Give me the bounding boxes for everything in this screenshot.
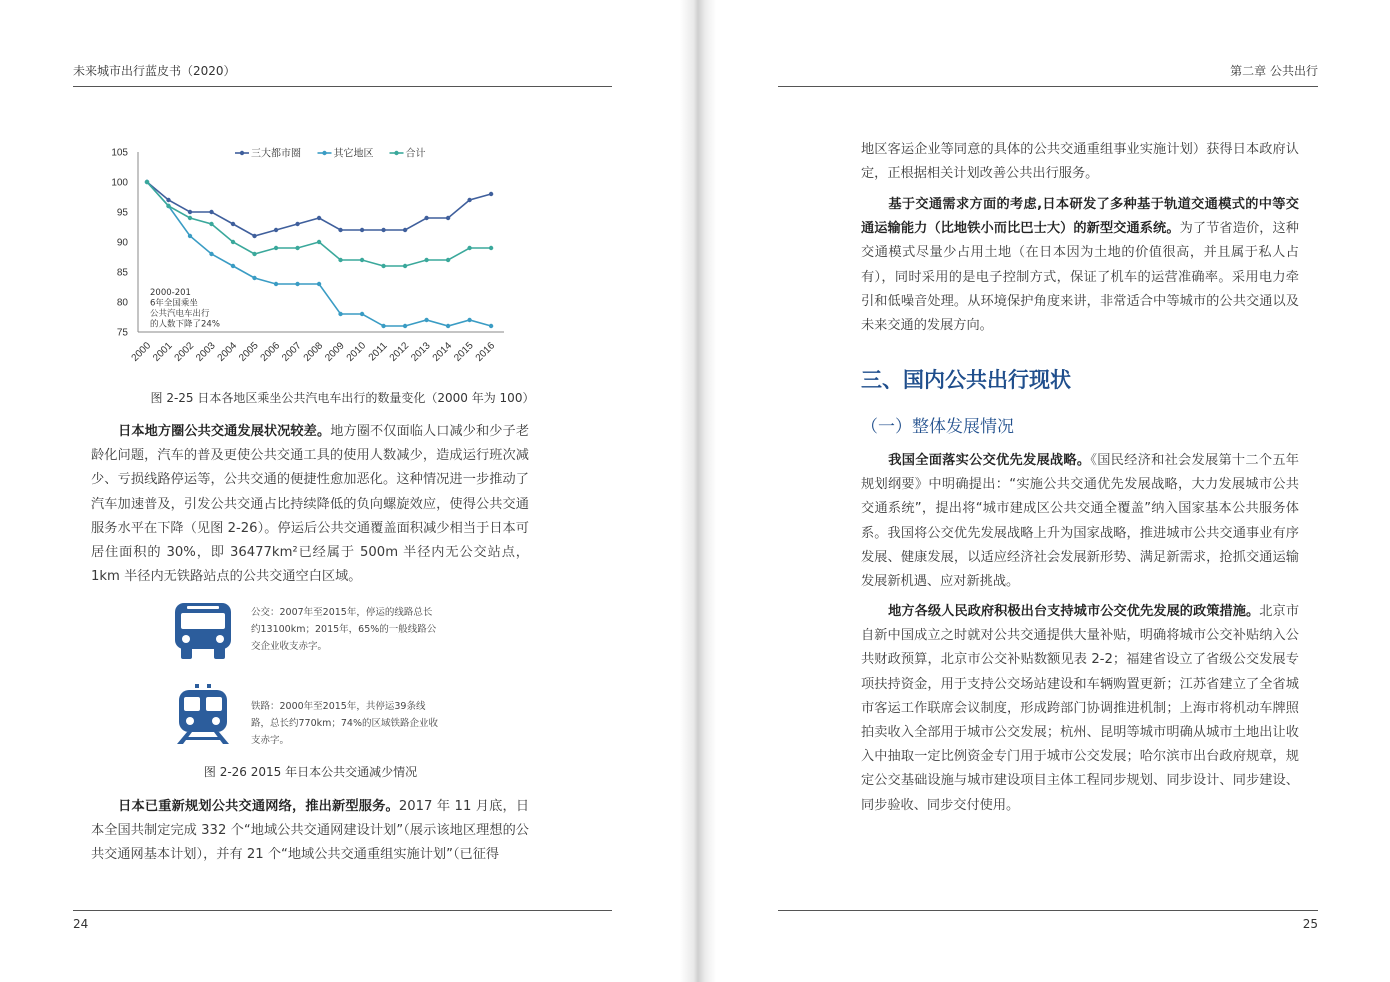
data-point	[424, 258, 428, 262]
paragraph-lead: 日本已重新规划公共交通网络，推出新型服务。	[118, 799, 399, 814]
data-point	[252, 276, 256, 280]
data-point	[403, 264, 407, 268]
data-point	[252, 234, 256, 238]
data-point	[489, 246, 493, 250]
legend-label: 三大都市圈	[251, 148, 301, 160]
data-point	[188, 234, 192, 238]
legend-marker	[240, 151, 244, 155]
data-point	[231, 222, 235, 226]
data-point	[424, 318, 428, 322]
paragraph-body: 地方圈不仅面临人口减少和少子老龄化问题，汽车的普及更使公共交通工具的使用人数减少，造成运行班次减少、亏损线路停运等，公共交通的便捷性愈加恶化。这种情况进一步推动了汽车加速普及，引发公共交通占比持续降低的负向螺旋效应，使得公共交通服务水平在下降（见图 2-26）。停运后公共交通覆盖面积减少相当于日本可居住面积的 30%，即 36477km²已经属于 500m 半径内无公交站点，1km 半径内无铁路站点的公共交通空白区域。	[91, 424, 530, 585]
line-chart	[100, 140, 520, 380]
left-page-number: 24	[73, 917, 89, 931]
y-tick-label: 85	[116, 267, 128, 279]
data-point	[360, 258, 364, 262]
data-point	[381, 324, 385, 328]
x-tick-label: 2002	[172, 340, 197, 364]
rail-reduction-text: 铁路：2000年至2015年，共停运39条线路，总长约770km；74%的区域铁路企业收支赤字。	[251, 701, 439, 746]
bus-reduction-text: 公交：2007年至2015年，停运的线路总长约13100km；2015年，65%的一般线路公交企业收支赤字。	[251, 607, 437, 652]
data-point	[446, 258, 450, 262]
data-point	[381, 228, 385, 232]
data-point	[338, 228, 342, 232]
legend-marker	[394, 151, 398, 155]
data-point	[274, 246, 278, 250]
data-point	[338, 258, 342, 262]
x-tick-label: 2007	[280, 340, 304, 364]
paragraph-local-transit	[91, 420, 529, 589]
series-line-2	[147, 182, 491, 266]
data-point	[274, 228, 278, 232]
data-point	[295, 222, 299, 226]
paragraph-continued: 地区客运企业等同意的具体的公共交通重组事业实施计划）获得日本政府认定，正根据相关计划改善公共出行服务。	[861, 142, 1299, 182]
left-footer-rule	[73, 910, 612, 911]
figure-caption-2-25: 图 2-25 日本各地区乘坐公共汽电车出行的数量变化（2000 年为 100）	[150, 391, 535, 405]
data-point	[446, 324, 450, 328]
data-point	[467, 198, 471, 202]
y-tick-label: 80	[116, 297, 128, 309]
x-tick-label: 2014	[430, 340, 455, 364]
right-page-number: 25	[1302, 917, 1318, 931]
data-point	[446, 216, 450, 220]
right-header-rule	[778, 86, 1318, 87]
x-tick-label: 2015	[452, 340, 476, 364]
subsection-title: （一）整体发展情况	[861, 417, 1014, 437]
legend-label: 合计	[405, 148, 426, 160]
series-line-0	[147, 182, 491, 236]
data-point	[252, 252, 256, 256]
data-point	[360, 228, 364, 232]
data-point	[338, 312, 342, 316]
y-tick-label: 95	[116, 207, 128, 219]
data-point	[145, 180, 149, 184]
legend-marker	[322, 151, 326, 155]
data-point	[166, 204, 170, 208]
y-tick-label: 75	[116, 327, 128, 339]
y-tick-label: 105	[111, 147, 128, 159]
series-line-1	[147, 182, 491, 326]
x-tick-label: 2012	[387, 340, 412, 364]
data-point	[209, 222, 213, 226]
data-point	[381, 264, 385, 268]
chart-annotation-line: 公共汽电车出行	[150, 309, 210, 319]
data-point	[231, 240, 235, 244]
train-icon	[173, 683, 233, 745]
data-point	[424, 216, 428, 220]
y-tick-label: 100	[111, 177, 128, 189]
paragraph-lead: 日本地方圈公共交通发展状况较差。	[118, 424, 331, 439]
data-point	[188, 210, 192, 214]
data-point	[209, 210, 213, 214]
data-point	[403, 324, 407, 328]
right-footer-rule	[778, 910, 1318, 911]
right-running-head: 第二章 公共出行	[1230, 64, 1318, 78]
data-point	[317, 282, 321, 286]
x-tick-label: 2005	[237, 340, 261, 364]
x-tick-label: 2010	[344, 340, 369, 364]
x-tick-label: 2016	[473, 340, 498, 364]
section-title: 三、国内公共出行现状	[861, 368, 1071, 392]
paragraph-lead: 地方各级人民政府积极出台支持城市公交优先发展的政策措施。	[888, 604, 1260, 619]
paragraph-body: 北京市自新中国成立之时就对公共交通提供大量补贴，明确将城市公交补贴纳入公共财政预算，北京市公交补贴数额见表 2-2；福建省设立了省级公交发展专项扶持资金，用于支持公交场站建设和车辆购置更新；江苏省建立了全省城市客运工作联席会议制度，形成跨部门协调推进机制；上海市将机动车牌照拍卖收入全部用于城市公交发展；杭州、昆明等城市明确从城市土地出让收入中抽取一定比例资金专门用于城市公交发展；哈尔滨市出台政府规章，规定公交基础设施与城市建设项目主体工程同步规划、同步设计、同步建设、同步验收、同步交付使用。	[861, 604, 1300, 813]
paragraph-body: 为了节省造价，这种交通模式尽量少占用土地（在日本因为土地的价值很高，并且属于私人占有），同时采用的是电子控制方式，保证了机车的运营准确率。采用电力牵引和低噪音处理。从环境保护角度来讲，非常适合中等城市的公共交通以及未来交通的发展方向。	[861, 221, 1299, 334]
bus-icon	[173, 601, 233, 661]
figure-caption-2-26: 图 2-26 2015 年日本公共交通减少情况	[203, 765, 418, 779]
data-point	[360, 312, 364, 316]
x-tick-label: 2013	[409, 340, 433, 364]
x-tick-label: 2000	[129, 340, 154, 364]
data-point	[231, 264, 235, 268]
paragraph-japan-new-systems	[861, 193, 1299, 338]
paragraph-body: 2017 年 11 月底，日本全国共制定完成 332 个“地域公共交通网建设计划”（展示该地区理想的公共交通网基本计划），并有 21 个“地域公共交通重组实施计划”（已征得	[91, 799, 530, 863]
paragraph-lead: 基于交通需求方面的考虑,日本研发了多种基于轨道交通模式的中等交通运输能力（比地铁小而比巴士大）的新型交通系统。	[861, 197, 1299, 237]
x-tick-label: 2001	[151, 340, 175, 364]
chart-annotation-line: 的人数下降了24%	[150, 319, 220, 330]
data-point	[295, 246, 299, 250]
right-page	[695, 0, 1390, 982]
legend-label: 其它地区	[333, 148, 374, 160]
data-point	[317, 240, 321, 244]
x-tick-label: 2004	[215, 340, 240, 364]
data-point	[467, 318, 471, 322]
data-point	[403, 228, 407, 232]
data-point	[188, 216, 192, 220]
data-point	[274, 282, 278, 286]
chart-annotation-line: 2000-201	[150, 288, 191, 298]
chart-annotation-line: 6年全国乘坐	[150, 298, 198, 309]
y-tick-label: 90	[116, 237, 128, 249]
x-tick-label: 2009	[323, 340, 347, 364]
data-point	[467, 246, 471, 250]
paragraph-bus-priority	[861, 449, 1299, 594]
data-point	[317, 216, 321, 220]
left-header-rule	[73, 86, 612, 87]
x-tick-label: 2011	[366, 340, 390, 364]
x-tick-label: 2008	[301, 340, 326, 364]
paragraph-lead: 我国全面落实公交优先发展战略。	[888, 453, 1091, 468]
data-point	[295, 282, 299, 286]
data-point	[209, 252, 213, 256]
data-point	[489, 192, 493, 196]
data-point	[166, 198, 170, 202]
paragraph-body: 《国民经济和社会发展第十二个五年规划纲要》中明确提出：“实施公共交通优先发展战略，大力发展城市公共交通系统”，提出将“城市建成区公共交通全覆盖”纳入国家基本公共服务体系。我国将公交优先发展战略上升为国家战略，推进城市公共交通事业有序发展、健康发展，以适应经济社会发展新形势、满足新需求，抢抓交通运输发展新机遇、应对新挑战。	[861, 453, 1299, 590]
paragraph-local-policies	[861, 600, 1299, 818]
x-tick-label: 2006	[258, 340, 283, 364]
paragraph-network-replan	[91, 795, 529, 868]
data-point	[489, 324, 493, 328]
left-running-head: 未来城市出行蓝皮书（2020）	[73, 64, 236, 78]
x-tick-label: 2003	[194, 340, 218, 364]
